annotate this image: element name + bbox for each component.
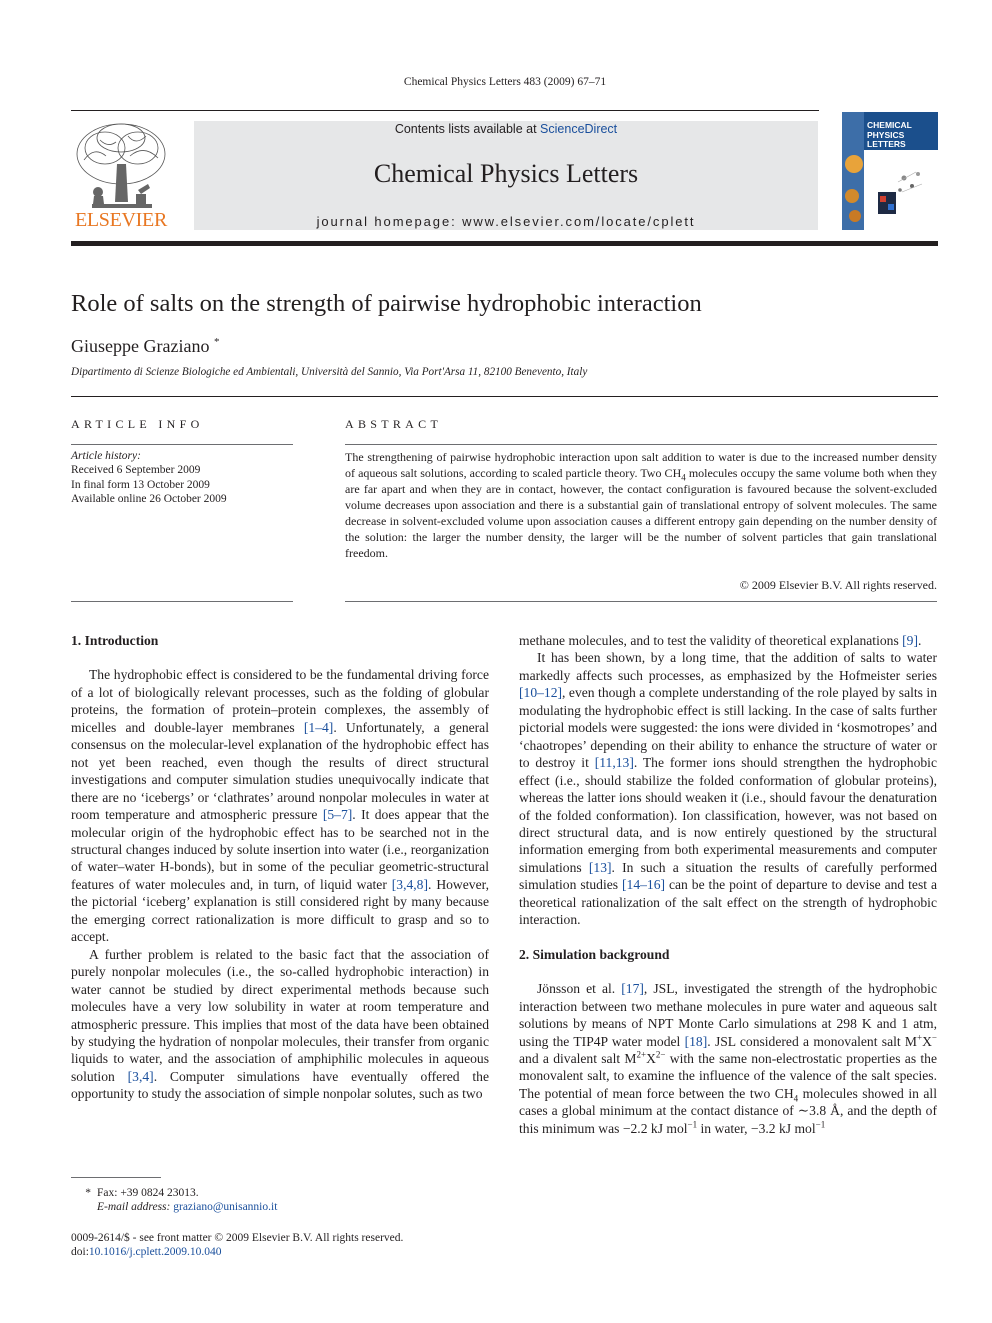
citation-link[interactable]: [17] (621, 981, 644, 997)
abstract-part: molecules occupy the same volume both when they are far apart and when they are in contact, however, the contact configuration is favoured because the solvent-excluded volume decreases upon association and there is a substantial gain of translational entropy of solvent molecules. The same decrease in solvent-excluded volume upon association causes a different entropy gain depending on the number density of the solution: the larger the number density, the larger will be the number of solvent particles that gain translational freedom. (345, 466, 937, 560)
citation-link[interactable]: [11,13] (594, 755, 634, 771)
history-revised: In final form 13 October 2009 (71, 478, 210, 491)
text: and a divalent salt M (519, 1050, 637, 1066)
journal-title[interactable]: Chemical Physics Letters (373, 159, 639, 188)
journal-cover[interactable] (842, 112, 938, 230)
text: . Unfortunately, a general consensus on the molecular-level explanation of the hydrophobic effect has not yet been reached, even though the results of direct structural investigations and computer simulation studies unequivocally indicate that there are no ‘icebergs’ or ‘clathrates’ around nonpolar molecules in water at room temperature and atmospheric pressure (71, 719, 489, 823)
paragraph (519, 649, 937, 928)
footnote-fax-line (71, 1186, 277, 1200)
paragraph (519, 980, 937, 1137)
footnote-marker: * (85, 1187, 91, 1199)
citation-link[interactable]: [13] (588, 859, 612, 875)
text: Jönsson et al. (537, 981, 622, 997)
article-info-heading: ARTICLE INFO (71, 417, 204, 431)
journal-homepage (194, 214, 818, 229)
article-history (71, 449, 227, 506)
text: . In such a situation the results of carefully performed simulation studies (519, 859, 937, 893)
text: It has been shown, by a long time, that the addition of salts to water markedly affects such processes, as emphasized by the Hofmeister series (519, 650, 937, 683)
abstract-part: The strengthening of pairwise hydrophobic interaction upon salt addition to water is due to the increased number density of aqueous salt solutions, according to scaled particle theory. Two CH (345, 450, 937, 480)
abstract-heading: ABSTRACT (345, 417, 443, 431)
citation-link[interactable]: [3,4,8] (391, 876, 429, 892)
contents-prefix: Contents lists available at (394, 122, 537, 136)
elsevier-wordmark: ELSEVIER (74, 209, 168, 231)
citation-link[interactable]: [1–4] (303, 719, 334, 735)
text: , even though a complete understanding of the role played by salts in modulating the hydrophobic effect is still lacking. In the case of salts further pictorial models were suggested: the ions were divided in ‘kosmotropes’ and ‘chaotropes’ depending on their ability to enhance the structure of water or to destroy it (519, 685, 937, 771)
title-divider (71, 396, 938, 397)
text: in water, −3.2 kJ mol (697, 1120, 816, 1136)
article-info-rule (71, 444, 293, 445)
doi-prefix: doi: (71, 1246, 89, 1258)
author-footnote-mark[interactable]: * (213, 336, 220, 348)
abstract-bottom-rule (345, 601, 937, 602)
cover-title-line: LETTERS (867, 139, 906, 149)
paragraph (519, 632, 937, 649)
doi-link[interactable]: 10.1016/j.cplett.2009.10.040 (88, 1246, 222, 1258)
journal-reference: Chemical Physics Letters 483 (2009) 67–71 (403, 76, 607, 88)
abstract-text (345, 449, 937, 561)
text: X (646, 1050, 656, 1066)
citation-link[interactable]: [9] (902, 633, 919, 648)
paragraph (71, 946, 489, 1103)
section-heading-introduction: 1. Introduction (71, 633, 159, 648)
text: A further problem is related to the basic fact that the association of purely nonpolar molecules (i.e., the so-called hydrophobic interaction) in water cannot be studied by direct experimental methods because such molecules have a very low solubility in water at room temperature and atmospheric pressure. This implies that most of the data have been obtained by studying the hydration of nonpolar molecules, their transfer from organic liquids to water, and the association of amphiphilic molecules in aqueous solution (71, 946, 489, 1084)
footnote-fax: Fax: +39 0824 23013. (97, 1187, 199, 1199)
history-received: Received 6 September 2009 (71, 464, 201, 477)
superscript: − (931, 1031, 937, 1042)
homepage-url[interactable]: www.elsevier.com/locate/cplett (462, 214, 696, 229)
right-column (519, 632, 937, 1137)
author-footnote (71, 1186, 277, 1214)
homepage-prefix: journal homepage: (316, 214, 463, 229)
header-rule (71, 110, 819, 111)
text: methane molecules, and to test the validity of theoretical explanations (519, 633, 903, 648)
contents-line (194, 121, 818, 136)
superscript: −1 (687, 1119, 698, 1130)
front-matter (71, 1231, 403, 1259)
author-name: Giuseppe Graziano (71, 336, 210, 356)
email-label: E-mail address: (97, 1201, 171, 1213)
history-online: Available online 26 October 2009 (71, 492, 227, 505)
history-label: Article history: (71, 450, 141, 462)
elsevier-tree-icon (70, 120, 172, 210)
paragraph (71, 666, 489, 945)
cover-title (867, 121, 912, 150)
text: . (918, 633, 922, 648)
citation-link[interactable]: [18] (684, 1033, 708, 1049)
footnote-email-line (71, 1200, 277, 1214)
doi-line (71, 1245, 403, 1259)
cover-title-line: CHEMICAL (867, 120, 912, 130)
author-line (71, 336, 219, 357)
text: . JSL considered a monovalent salt M (707, 1033, 918, 1049)
superscript: −1 (815, 1119, 826, 1130)
elsevier-logo[interactable] (70, 120, 172, 232)
text: The hydrophobic effect is considered to be the fundamental driving force of a lot of biologically relevant processes, such as the folding of globular proteins, the formation of protein–protein complexes, the assembly of micelles and double-layer membranes (71, 667, 489, 735)
header-thick-rule (71, 241, 938, 246)
subscript: 4 (793, 1093, 799, 1104)
section-heading-simulation: 2. Simulation background (519, 946, 670, 962)
citation-link[interactable]: [14–16] (622, 877, 666, 893)
text: . The former ions should strengthen the hydrophobic effect (i.e., should stabilize the folded conformation of globular proteins), whereas the latter ions should weaken it (i.e., should favour the denaturation of the folded conformation). Ion classification, however, was not based on direct structural data, and is now entirely questioned by the structural information emerging from both experimental measurements and computer simulations (519, 755, 937, 875)
text: . It does appear that the molecular origin of the hydrophobic effect has to be searched not in the structural changes induced by solute insertion into water (i.e., reorganization of water–water H-bonds), but in some of the peculiar geometric-structural features of water molecules and, in turn, of liquid water (71, 807, 490, 892)
citation-link[interactable]: [10–12] (519, 685, 563, 701)
issn-line: 0009-2614/$ - see front matter © 2009 Elsevier B.V. All rights reserved. (71, 1232, 404, 1244)
text: . However, the pictorial ‘iceberg’ explanation is still considered right by many because the emerging correct rationalization is more difficult to grasp and so to accept. (71, 876, 489, 945)
journal-banner (194, 121, 818, 230)
superscript: 2− (655, 1049, 666, 1060)
text: . Computer simulations have eventually offered the opportunity to study the association of simple nonpolar solutes, such as two (71, 1068, 489, 1102)
sciencedirect-link[interactable]: ScienceDirect (540, 122, 618, 136)
abstract-rule (345, 444, 937, 445)
text: can be the point of departure to devise and test a theoretical rationalization of the salt effect on the strength of hydrophobic interaction. (519, 877, 937, 928)
citation-link[interactable]: [5–7] (322, 807, 353, 823)
superscript: + (917, 1031, 923, 1042)
author-affiliation: Dipartimento di Scienze Biologiche ed Ambientali, Università del Sannio, Via Port'Arsa 11, 82100 Benevento, Italy (71, 366, 588, 378)
text: molecules showed in all cases a global minimum at the contact distance of ∼3.8 Å, and the depth of this minimum was −2.2 kJ mol (519, 1085, 937, 1136)
email-link[interactable]: graziano@unisannio.it (173, 1201, 278, 1213)
text: , JSL, investigated the strength of the hydrophobic interaction between two methane molecules in pure water and aqueous salt solutions by means of NPT Monte Carlo simulations at 298 K and 1 atm, using the TIP4P water model (519, 981, 937, 1049)
text: with the same non-electrostatic properties as the monovalent salt, to examine the influence of the valence of the salt species. The potential of mean force between the two CH (519, 1050, 937, 1101)
left-column (71, 632, 489, 1103)
citation-link[interactable]: [3,4] (127, 1068, 154, 1084)
subscript: 4 (681, 472, 686, 483)
article-title: Role of salts on the strength of pairwise hydrophobic interaction (71, 290, 702, 317)
text: X (922, 1033, 932, 1049)
article-info-bottom-rule (71, 601, 293, 602)
footnote-rule (71, 1177, 161, 1178)
cover-title-line: PHYSICS (867, 129, 905, 140)
abstract-copyright: © 2009 Elsevier B.V. All rights reserved. (739, 578, 937, 592)
superscript: 2+ (636, 1049, 647, 1060)
